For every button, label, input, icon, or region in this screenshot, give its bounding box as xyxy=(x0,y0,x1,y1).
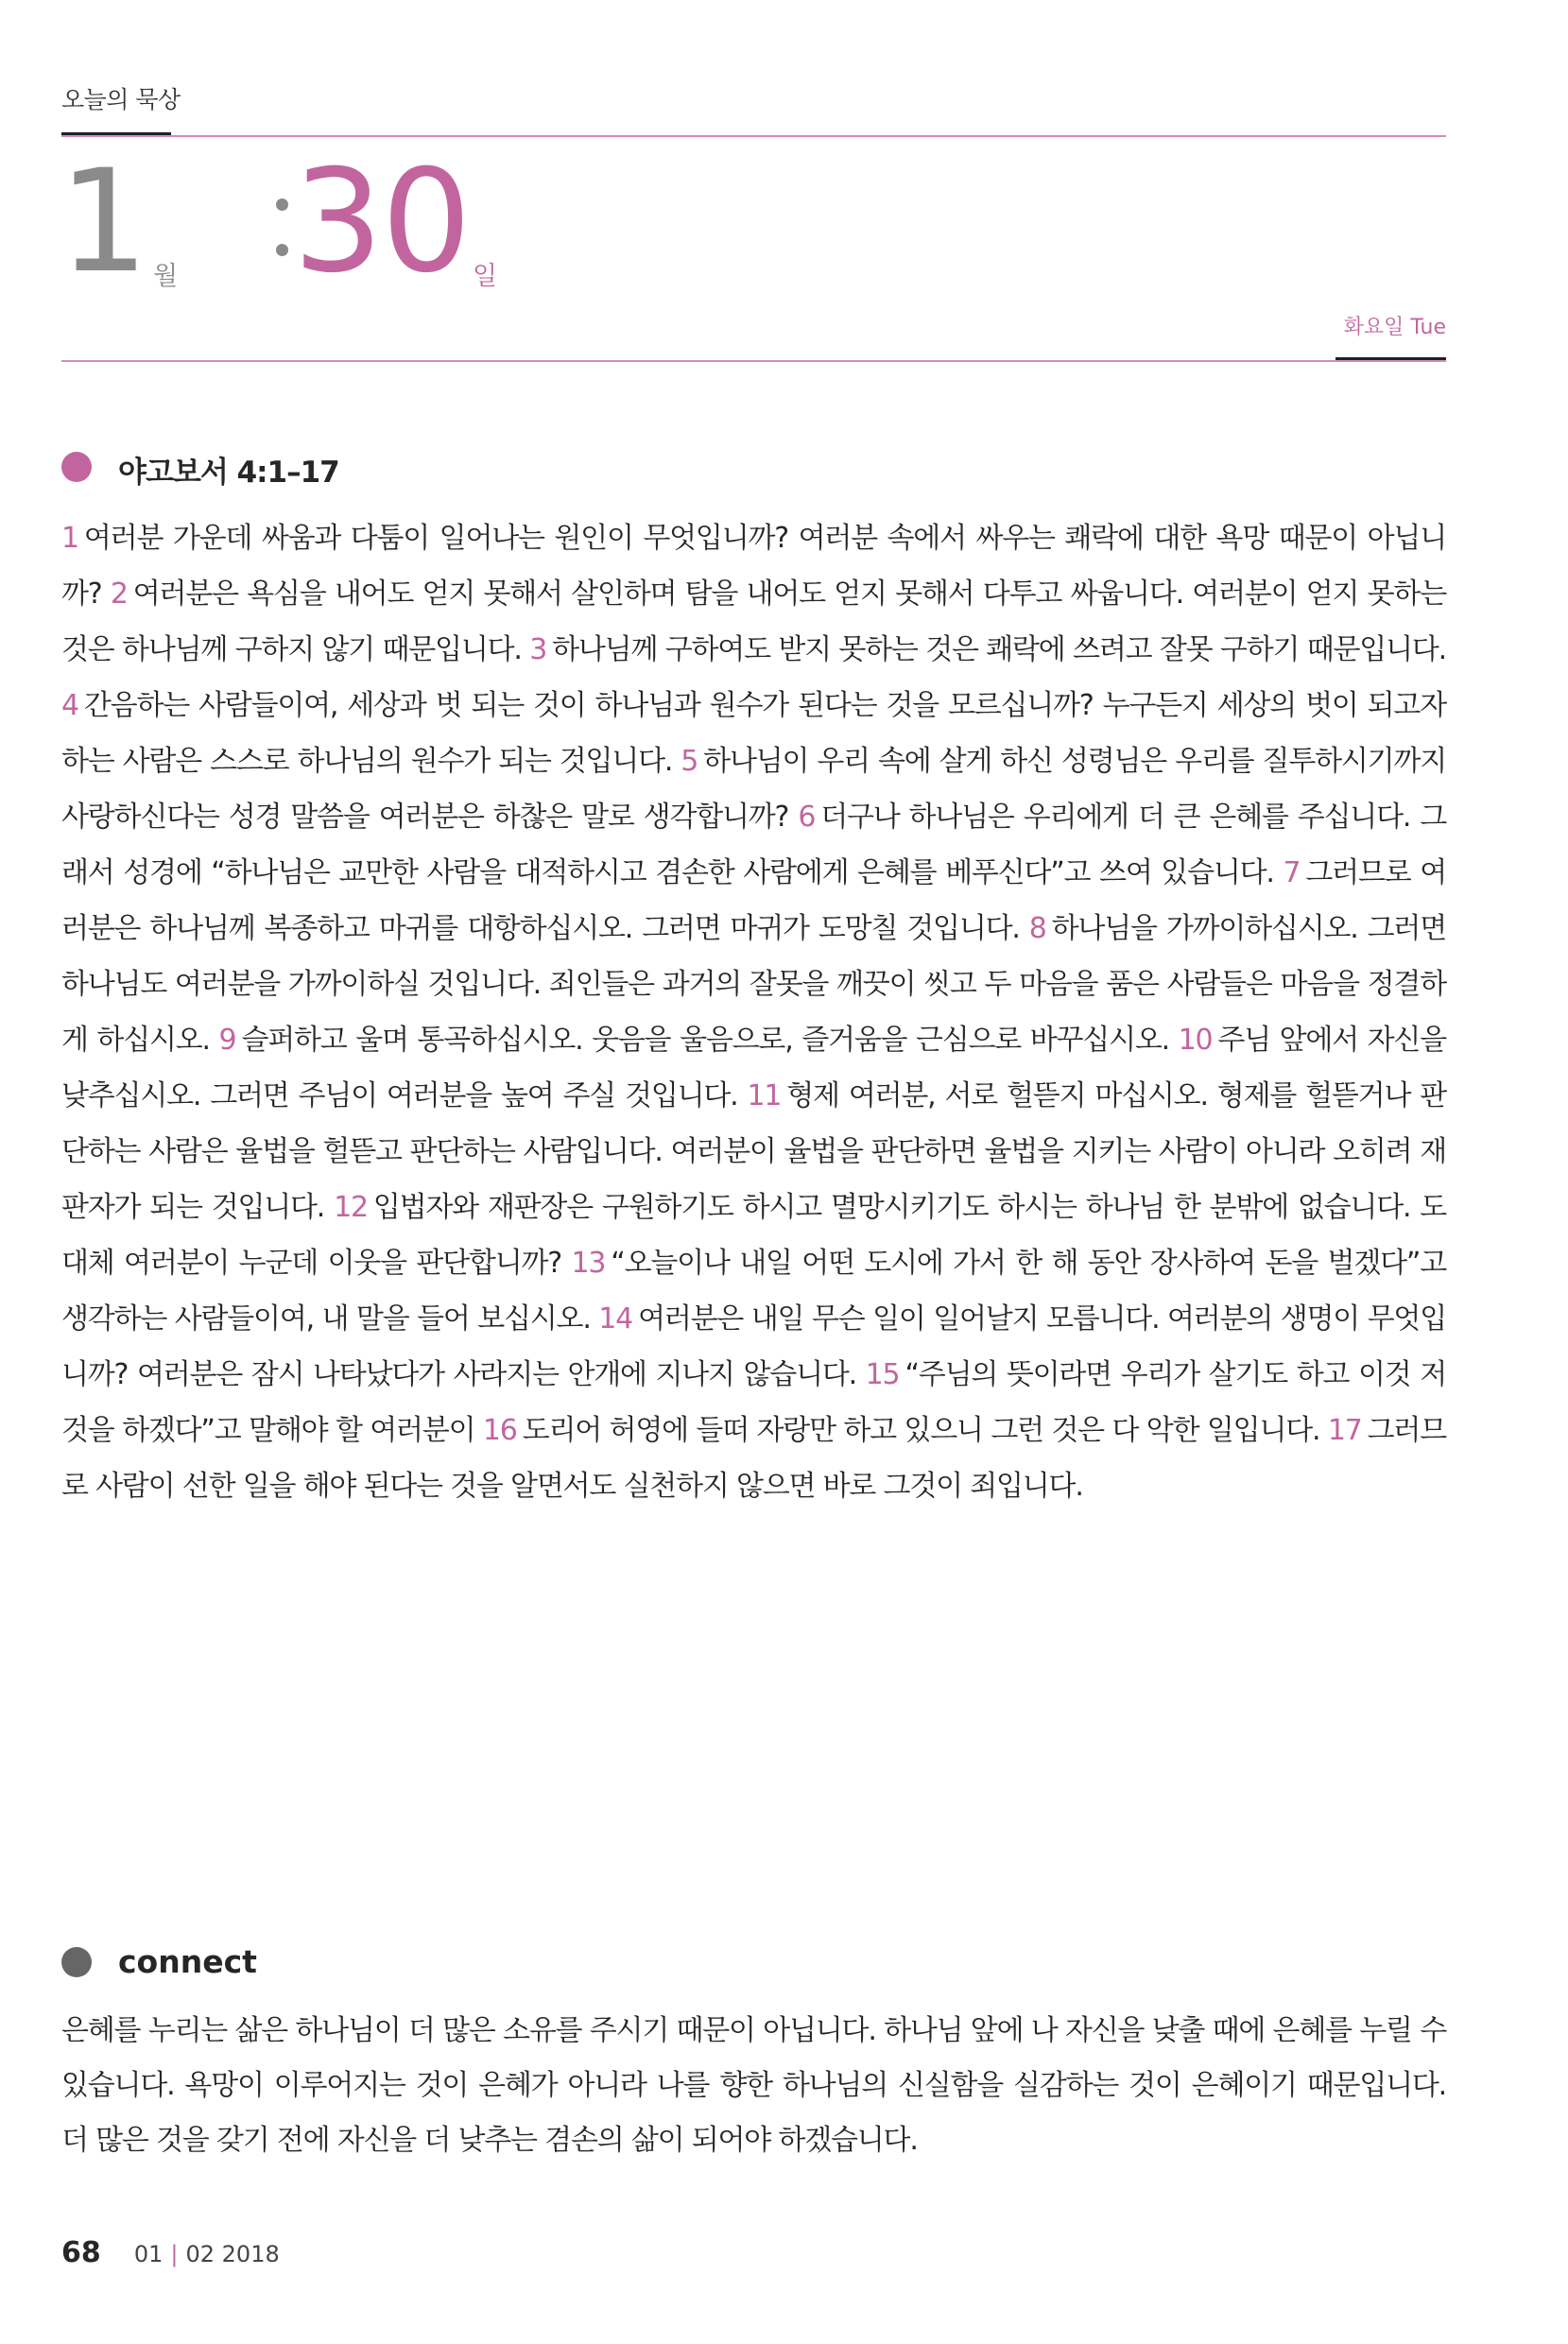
verse-text: 주님 앞에서 자신을 낮추십시오. 그러면 주님이 여러분을 높여 주실 것입니다. xyxy=(61,1024,1446,1112)
verse-text: 하나님을 가까이하십시오. 그러면 하나님도 여러분을 가까이하실 것입니다. 죄인들은 과거의 잘못을 깨끗이 씻고 두 마음을 품은 사람들은 마음을 정결하게 하십시오. xyxy=(61,912,1446,1057)
verse xyxy=(483,1414,1319,1447)
verse-number: 3 xyxy=(529,633,547,666)
verse-number: 1 xyxy=(61,522,78,555)
scripture-reference: 야고보서 4:1–17 xyxy=(118,456,339,490)
verse-number: 14 xyxy=(598,1302,633,1336)
day-unit: 일 xyxy=(473,262,498,291)
issue-separator: | xyxy=(170,2241,179,2267)
date-colon xyxy=(276,198,289,274)
page-footer xyxy=(61,2236,280,2274)
verse-text: 그러므로 여러분은 하나님께 복종하고 마귀를 대항하십시오. 그러면 마귀가 도망칠 것입니다. xyxy=(61,856,1446,945)
verse-text: 입법자와 재판장은 구원하기도 하시고 멸망시키기도 하시는 하나님 한 분밖에 없습니다. 도대체 여러분이 누군데 이웃을 판단합니까? xyxy=(61,1191,1447,1280)
verse-number: 2 xyxy=(110,577,128,611)
header-rule-top xyxy=(61,135,1446,137)
verse-number: 11 xyxy=(747,1079,782,1112)
verse-text: 그러므로 사람이 선한 일을 해야 된다는 것을 알면서도 실천하지 않으면 바로 그것이 죄입니다. xyxy=(61,1414,1446,1503)
verse-number: 6 xyxy=(798,801,816,834)
verse-number: 10 xyxy=(1178,1024,1213,1057)
verse xyxy=(529,633,1446,666)
issue-rest: 02 2018 xyxy=(185,2241,280,2267)
verse-text: 여러분 가운데 싸움과 다툼이 일어나는 원인이 무엇입니까? 여러분 속에서 싸우는 쾌락에 대한 욕망 때문이 아닙니까? xyxy=(61,522,1446,611)
verse-number: 16 xyxy=(482,1414,517,1447)
connect-body: 은혜를 누리는 삶은 하나님이 더 많은 소유를 주시기 때문이 아닙니다. 하나님 앞에 나 자신을 낮출 때에 은혜를 누릴 수 있습니다. 욕망이 이루어지는 것이 은혜가 아니라 나를 향한 하나님의 신실함을 실감하는 것이 은혜이기 때문입니다. 더 많은 것을 갖기 전에 자신을 더 낮추는 겸손의 삶이 되어야 하겠습니다. xyxy=(61,2014,1446,2157)
date-display xyxy=(59,140,909,304)
verse-number: 12 xyxy=(334,1191,368,1224)
verse-text: “오늘이나 내일 어떤 도시에 가서 한 해 동안 장사하여 돈을 벌겠다”고 생각하는 사람들이여, 내 말을 들어 보십시오. xyxy=(61,1247,1446,1336)
verse-number: 9 xyxy=(218,1024,236,1057)
verse-number: 17 xyxy=(1327,1414,1362,1447)
scripture-body xyxy=(61,510,1446,1514)
verse-text: 하나님이 우리 속에 살게 하신 성령님은 우리를 질투하시기까지 사랑하신다는 성경 말씀을 여러분은 하찮은 말로 생각합니까? xyxy=(61,745,1446,834)
weekday-label: 화요일 Tue xyxy=(1343,316,1446,339)
month-unit: 월 xyxy=(153,262,179,291)
verse-number: 4 xyxy=(61,689,78,722)
verse-number: 8 xyxy=(1028,912,1046,945)
verse-text: 도리어 허영에 들떠 자랑만 하고 있으니 그런 것은 다 악한 일입니다. xyxy=(522,1414,1320,1447)
header-rule-bottom xyxy=(61,360,1446,362)
pink-bullet-icon xyxy=(61,452,92,482)
verse-text: 더구나 하나님은 우리에게 더 큰 은혜를 주십니다. 그래서 성경에 “하나님은 교만한 사람을 대적하시고 겸손한 사람에게 은혜를 베푸신다”고 쓰여 있습니다. xyxy=(61,801,1446,889)
issue-month: 01 xyxy=(133,2241,164,2267)
section-label: 오늘의 묵상 xyxy=(61,86,181,113)
verse-number: 15 xyxy=(865,1358,900,1391)
verse-number: 13 xyxy=(571,1247,606,1280)
connect-title: connect xyxy=(118,1943,257,1980)
verse-number: 5 xyxy=(681,745,698,778)
issue-info xyxy=(134,2241,280,2267)
verse-text: 하나님께 구하여도 받지 못하는 것은 쾌락에 쓰려고 잘못 구하기 때문입니다. xyxy=(552,633,1446,666)
verse-text: “주님의 뜻이라면 우리가 살기도 하고 이것 저것을 하겠다”고 말해야 할 여러분이 xyxy=(61,1358,1446,1447)
gray-bullet-icon xyxy=(61,1947,92,1977)
verse-text: 형제 여러분, 서로 헐뜯지 마십시오. 형제를 헐뜯거나 판단하는 사람은 율법을 헐뜯고 판단하는 사람입니다. 여러분이 율법을 판단하면 율법을 지키는 사람이 아니라 오히려 재판자가 되는 것입니다. xyxy=(61,1079,1446,1224)
verse-text: 여러분은 욕심을 내어도 얻지 못해서 살인하며 탐을 내어도 얻지 못해서 다투고 싸웁니다. 여러분이 얻지 못하는 것은 하나님께 구하지 않기 때문입니다. xyxy=(61,577,1446,666)
verse-text: 간음하는 사람들이여, 세상과 벗 되는 것이 하나님과 원수가 된다는 것을 모르십니까? 누구든지 세상의 벗이 되고자 하는 사람은 스스로 하나님의 원수가 되는 것입니다. xyxy=(61,689,1446,778)
day-number: 30 xyxy=(293,140,470,304)
verse-number: 7 xyxy=(1283,856,1301,889)
page-number: 68 xyxy=(61,2236,101,2269)
verse-text: 슬퍼하고 울며 통곡하십시오. 웃음을 울음으로, 즐거움을 근심으로 바꾸십시오. xyxy=(241,1024,1169,1057)
verse-text: 여러분은 내일 무슨 일이 일어날지 모릅니다. 여러분의 생명이 무엇입니까? 여러분은 잠시 나타났다가 사라지는 안개에 지나지 않습니다. xyxy=(61,1302,1446,1391)
month-number: 1 xyxy=(59,140,146,304)
verse xyxy=(219,1024,1169,1057)
